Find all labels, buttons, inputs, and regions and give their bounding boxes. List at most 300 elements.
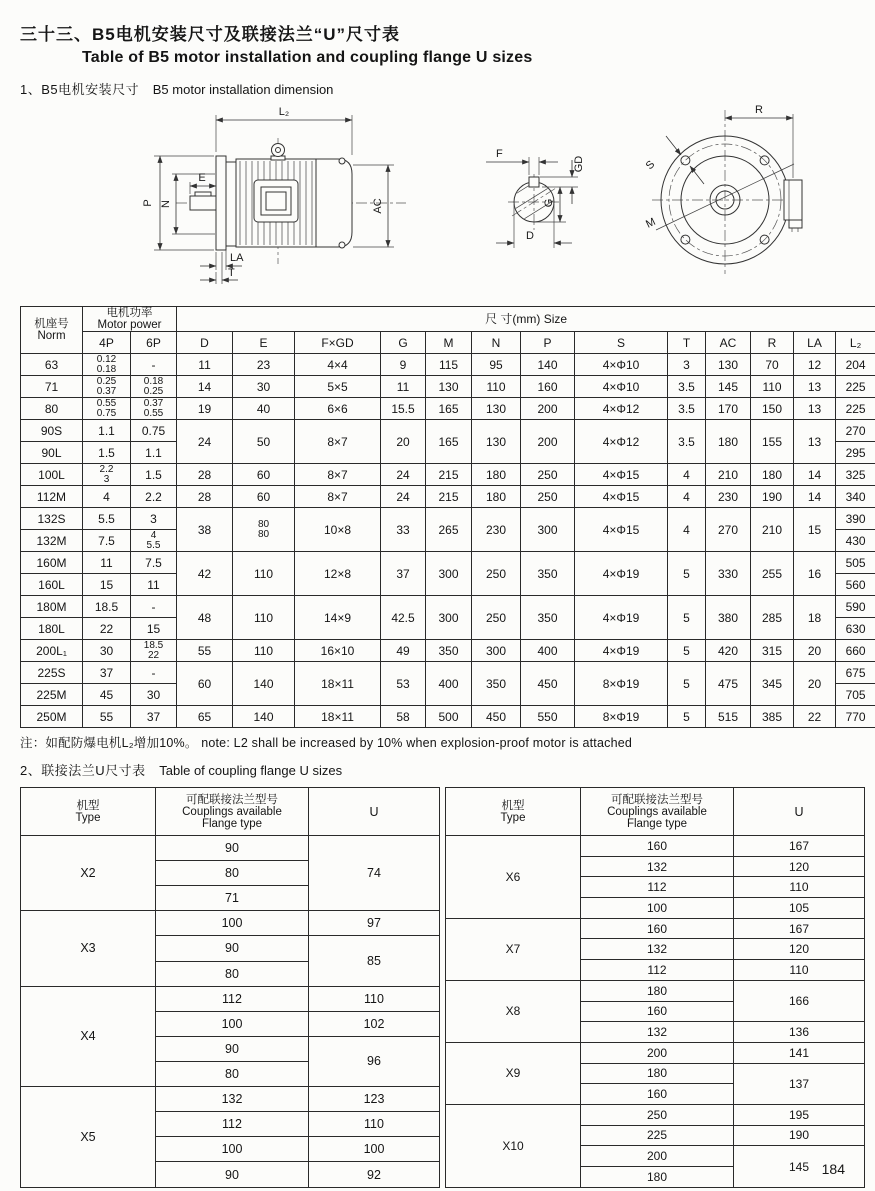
dimension-cell: 4 <box>668 464 706 486</box>
dimension-cell: 8×Φ19 <box>575 662 668 706</box>
l2-cell: 225 <box>836 398 875 420</box>
column-header: M <box>426 332 472 354</box>
u-cell: 120 <box>734 856 865 877</box>
dimension-cell: 190 <box>751 486 794 508</box>
power-6p-cell: 18.5 22 <box>131 640 177 662</box>
dimension-cell: 4 <box>668 508 706 552</box>
coupling-header-row <box>21 788 440 836</box>
dimension-cell: 24 <box>177 420 233 464</box>
dimension-cell: 8×7 <box>295 486 381 508</box>
u-cell: 123 <box>309 1087 440 1112</box>
dimension-cell: 4×Φ15 <box>575 486 668 508</box>
dim-label-t: T <box>228 267 235 279</box>
flange-cell: 80 <box>156 861 309 886</box>
flange-cell: 250 <box>581 1104 734 1125</box>
dimension-cell: 5×5 <box>295 376 381 398</box>
table-row <box>21 420 875 442</box>
table-row <box>21 464 875 486</box>
motor-power-column-header: 电机功率 Motor power <box>83 307 177 332</box>
dimension-cell: 200 <box>521 420 575 464</box>
page-title-zh: 三十三、B5电机安装尺寸及联接法兰“U”尺寸表 <box>20 25 401 44</box>
dimension-cell: 200 <box>521 398 575 420</box>
u-cell: 166 <box>734 980 865 1021</box>
flange-cell: 200 <box>581 1146 734 1167</box>
dimension-cell: 11 <box>177 354 233 376</box>
table-row <box>21 376 875 398</box>
u-cell: 145 <box>734 1146 865 1187</box>
power-6p-cell: - <box>131 354 177 376</box>
coupling-tables-row <box>20 787 856 1188</box>
power-6p-cell: 1.5 <box>131 464 177 486</box>
dimension-cell: 300 <box>426 596 472 640</box>
table-row <box>21 486 875 508</box>
dimension-cell: 350 <box>472 662 521 706</box>
size-columns-header: 尺 寸(mm) Size <box>177 307 875 332</box>
dimension-cell: 15.5 <box>381 398 426 420</box>
dim-label-l2: L₂ <box>278 106 290 118</box>
column-header: G <box>381 332 426 354</box>
dimension-cell: 180 <box>706 420 751 464</box>
u-cell: 137 <box>734 1063 865 1104</box>
table-row <box>21 552 875 574</box>
norm-cell: 180L <box>21 618 83 640</box>
dimension-cell: 140 <box>521 354 575 376</box>
column-header: T <box>668 332 706 354</box>
u-cell: 167 <box>734 836 865 857</box>
type-cell: X10 <box>446 1104 581 1187</box>
power-4p-cell: 11 <box>83 552 131 574</box>
dimension-cell: 385 <box>751 706 794 728</box>
dimension-cell: 250 <box>472 596 521 640</box>
type-cell: X7 <box>446 918 581 980</box>
dimension-cell: 14 <box>177 376 233 398</box>
power-6p-cell: - <box>131 662 177 684</box>
dim-label-m: M <box>644 215 658 231</box>
coupling-table-body <box>446 836 865 1188</box>
coupling-table-left <box>20 787 440 1188</box>
table-row <box>21 508 875 530</box>
dimension-cell: 4×Φ19 <box>575 552 668 596</box>
dimension-cell: 180 <box>472 464 521 486</box>
dimension-cell: 60 <box>177 662 233 706</box>
u-cell: 110 <box>734 877 865 898</box>
power-6p-cell: 3 <box>131 508 177 530</box>
dimension-cell: 155 <box>751 420 794 464</box>
flange-cell: 112 <box>156 1112 309 1137</box>
norm-cell: 132S <box>21 508 83 530</box>
column-header: L₂ <box>836 332 875 354</box>
dimension-cell: 23 <box>233 354 295 376</box>
flange-cell: 90 <box>156 1162 309 1187</box>
dimension-cell: 33 <box>381 508 426 552</box>
dimension-cell: 350 <box>521 552 575 596</box>
norm-cell: 112M <box>21 486 83 508</box>
dimension-cell: 4×Φ19 <box>575 596 668 640</box>
dimension-cell: 3.5 <box>668 398 706 420</box>
dimension-cell: 250 <box>472 552 521 596</box>
power-6p-cell: 0.18 0.25 <box>131 376 177 398</box>
u-cell: 96 <box>309 1036 440 1086</box>
dimension-cell: 18×11 <box>295 662 381 706</box>
column-header: P <box>521 332 575 354</box>
table-row <box>21 398 875 420</box>
dimension-cell: 130 <box>426 376 472 398</box>
power-6p-cell: 2.2 <box>131 486 177 508</box>
u-column-header: U <box>309 788 440 836</box>
norm-cell: 63 <box>21 354 83 376</box>
dimension-cell: 400 <box>426 662 472 706</box>
flange-cell: 225 <box>581 1125 734 1146</box>
u-cell: 195 <box>734 1104 865 1125</box>
flange-cell: 112 <box>156 986 309 1011</box>
flange-cell: 90 <box>156 1036 309 1061</box>
column-header: N <box>472 332 521 354</box>
norm-cell: 180M <box>21 596 83 618</box>
dimension-cell: 265 <box>426 508 472 552</box>
power-6p-cell: 11 <box>131 574 177 596</box>
dim-label-g: G <box>543 198 555 208</box>
dimension-cell: 215 <box>426 486 472 508</box>
dimension-cell: 40 <box>233 398 295 420</box>
dimension-cell: 450 <box>472 706 521 728</box>
shaft-end-view-diagram <box>466 130 641 265</box>
dimension-cell: 14 <box>794 464 836 486</box>
table-row <box>21 640 875 662</box>
norm-cell: 100L <box>21 464 83 486</box>
dimension-cell: 300 <box>521 508 575 552</box>
dimension-cell: 13 <box>794 398 836 420</box>
u-cell: 141 <box>734 1042 865 1063</box>
type-column-header: 机型 Type <box>446 788 581 836</box>
power-4p-cell: 7.5 <box>83 530 131 552</box>
table-row <box>446 918 865 939</box>
dimension-cell: 10×8 <box>295 508 381 552</box>
l2-cell: 340 <box>836 486 875 508</box>
main-subheader-row <box>21 332 875 354</box>
dim-label-d: D <box>526 230 534 242</box>
dimension-cell: 8×Φ19 <box>575 706 668 728</box>
column-header: R <box>751 332 794 354</box>
flange-cell: 132 <box>156 1087 309 1112</box>
flange-cell: 132 <box>581 939 734 960</box>
l2-cell: 390 <box>836 508 875 530</box>
dimension-cell: 38 <box>177 508 233 552</box>
dimension-cell: 300 <box>426 552 472 596</box>
table-row <box>21 911 440 936</box>
page-number: 184 <box>821 1161 845 1177</box>
main-header-row <box>21 307 875 332</box>
dimension-cell: 65 <box>177 706 233 728</box>
dimension-cell: 330 <box>706 552 751 596</box>
flange-cell: 180 <box>581 1063 734 1084</box>
table-row <box>21 986 440 1011</box>
l2-cell: 270 <box>836 420 875 442</box>
dimension-cell: 30 <box>233 376 295 398</box>
dimension-cell: 475 <box>706 662 751 706</box>
dimension-cell: 165 <box>426 420 472 464</box>
dimension-cell: 380 <box>706 596 751 640</box>
column-header: AC <box>706 332 751 354</box>
dimension-cell: 4×Φ15 <box>575 508 668 552</box>
dimension-cell: 4×4 <box>295 354 381 376</box>
u-cell: 100 <box>309 1137 440 1162</box>
table-row <box>446 1042 865 1063</box>
coupling-table-body <box>21 836 440 1188</box>
column-header: E <box>233 332 295 354</box>
type-cell: X2 <box>21 836 156 911</box>
dimension-cell: 300 <box>472 640 521 662</box>
dimension-cell: 210 <box>706 464 751 486</box>
dimension-cell: 110 <box>751 376 794 398</box>
dim-label-s: S <box>643 158 658 173</box>
dimension-cell: 9 <box>381 354 426 376</box>
main-table-header <box>21 307 875 354</box>
dimension-cell: 15 <box>794 508 836 552</box>
u-cell: 85 <box>309 936 440 986</box>
dimension-cell: 285 <box>751 596 794 640</box>
coupling-table-header <box>446 788 865 836</box>
dimension-cell: 140 <box>233 706 295 728</box>
power-6p-cell: 30 <box>131 684 177 706</box>
dimension-cell: 4 <box>668 486 706 508</box>
power-4p-cell: 0.55 0.75 <box>83 398 131 420</box>
table-row <box>21 354 875 376</box>
power-6p-cell: - <box>131 596 177 618</box>
flange-column-header: 可配联接法兰型号 Couplings available Flange type <box>156 788 309 836</box>
coupling-table-header <box>21 788 440 836</box>
dim-label-la: LA <box>230 252 244 264</box>
u-cell: 167 <box>734 918 865 939</box>
u-cell: 136 <box>734 1022 865 1043</box>
flange-face-view-diagram <box>638 100 875 284</box>
type-cell: X9 <box>446 1042 581 1104</box>
norm-cell: 71 <box>21 376 83 398</box>
u-cell: 92 <box>309 1162 440 1187</box>
norm-cell: 200L₁ <box>21 640 83 662</box>
power-6p-cell: 7.5 <box>131 552 177 574</box>
dimension-cell: 18 <box>794 596 836 640</box>
norm-cell: 160M <box>21 552 83 574</box>
dimension-cell: 28 <box>177 486 233 508</box>
u-cell: 110 <box>309 1112 440 1137</box>
power-4p-cell: 45 <box>83 684 131 706</box>
dimension-cell: 24 <box>381 486 426 508</box>
norm-cell: 225M <box>21 684 83 706</box>
dimension-cell: 230 <box>706 486 751 508</box>
flange-cell: 160 <box>581 1084 734 1105</box>
power-4p-cell: 1.5 <box>83 442 131 464</box>
type-cell: X5 <box>21 1087 156 1188</box>
dimension-cell: 5 <box>668 640 706 662</box>
dimension-cell: 42.5 <box>381 596 426 640</box>
dimension-cell: 12 <box>794 354 836 376</box>
type-cell: X4 <box>21 986 156 1086</box>
dimension-cell: 150 <box>751 398 794 420</box>
dimension-cell: 53 <box>381 662 426 706</box>
flange-cell: 160 <box>581 1001 734 1022</box>
u-cell: 97 <box>309 911 440 936</box>
flange-cell: 100 <box>156 1137 309 1162</box>
dim-label-n: N <box>160 200 172 208</box>
norm-cell: 160L <box>21 574 83 596</box>
dimension-cell: 270 <box>706 508 751 552</box>
dimension-cell: 165 <box>426 398 472 420</box>
power-4p-cell: 18.5 <box>83 596 131 618</box>
flange-cell: 90 <box>156 936 309 961</box>
u-cell: 102 <box>309 1011 440 1036</box>
dimension-cell: 16 <box>794 552 836 596</box>
note-text: 注：如配防爆电机L₂增加10%。 note: L2 shall be increased by 10% when explosion-proof motor is attached <box>20 736 633 750</box>
dimension-cell: 20 <box>794 662 836 706</box>
flange-column-header: 可配联接法兰型号 Couplings available Flange type <box>581 788 734 836</box>
l2-cell: 630 <box>836 618 875 640</box>
flange-cell: 112 <box>581 877 734 898</box>
norm-column-header: 机座号 Norm <box>21 307 83 354</box>
dimension-cell: 13 <box>794 420 836 464</box>
dimension-cell: 4×Φ19 <box>575 640 668 662</box>
norm-cell: 90S <box>21 420 83 442</box>
dimension-cell: 48 <box>177 596 233 640</box>
dimension-cell: 550 <box>521 706 575 728</box>
dimension-cell: 3 <box>668 354 706 376</box>
column-header: LA <box>794 332 836 354</box>
flange-cell: 160 <box>581 836 734 857</box>
dimension-cell: 145 <box>706 376 751 398</box>
dimension-cell: 110 <box>233 640 295 662</box>
column-header: 4P <box>83 332 131 354</box>
flange-cell: 80 <box>156 1061 309 1086</box>
dimension-cell: 500 <box>426 706 472 728</box>
flange-cell: 180 <box>581 1167 734 1188</box>
flange-cell: 160 <box>581 918 734 939</box>
dim-label-r: R <box>755 104 763 116</box>
flange-cell: 132 <box>581 1022 734 1043</box>
l2-cell: 430 <box>836 530 875 552</box>
dimension-cell: 5 <box>668 662 706 706</box>
dim-label-e: E <box>198 172 206 184</box>
u-cell: 110 <box>309 986 440 1011</box>
dim-label-ac: AC <box>372 198 384 214</box>
page-title-en: Table of B5 motor installation and coupling flange U sizes <box>82 49 533 66</box>
dimension-cell: 180 <box>751 464 794 486</box>
dimension-cell: 130 <box>706 354 751 376</box>
flange-cell: 71 <box>156 886 309 911</box>
dimension-cell: 12×8 <box>295 552 381 596</box>
power-4p-cell: 30 <box>83 640 131 662</box>
flange-cell: 132 <box>581 856 734 877</box>
power-4p-cell: 0.25 0.37 <box>83 376 131 398</box>
type-cell: X6 <box>446 836 581 919</box>
dimension-cell: 110 <box>233 596 295 640</box>
l2-cell: 225 <box>836 376 875 398</box>
l2-cell: 590 <box>836 596 875 618</box>
dimension-cell: 4×Φ15 <box>575 464 668 486</box>
dimension-cell: 24 <box>381 464 426 486</box>
dimension-cell: 18×11 <box>295 706 381 728</box>
u-cell: 74 <box>309 836 440 911</box>
dimension-cell: 37 <box>381 552 426 596</box>
dimension-cell: 255 <box>751 552 794 596</box>
flange-cell: 200 <box>581 1042 734 1063</box>
dimension-cell: 4×Φ12 <box>575 398 668 420</box>
coupling-header-row <box>446 788 865 836</box>
dimension-cell: 215 <box>426 464 472 486</box>
main-dimension-table <box>20 306 875 728</box>
dimension-cell: 350 <box>426 640 472 662</box>
dim-label-p: P <box>142 199 154 207</box>
power-6p-cell: 1.1 <box>131 442 177 464</box>
flange-cell: 112 <box>581 960 734 981</box>
power-6p-cell: 0.37 0.55 <box>131 398 177 420</box>
l2-cell: 295 <box>836 442 875 464</box>
l2-cell: 660 <box>836 640 875 662</box>
u-cell: 190 <box>734 1125 865 1146</box>
section1-heading <box>20 79 856 98</box>
dimension-cell: 22 <box>794 706 836 728</box>
power-4p-cell: 4 <box>83 486 131 508</box>
l2-cell: 705 <box>836 684 875 706</box>
dimension-cell: 20 <box>381 420 426 464</box>
table-row <box>446 980 865 1001</box>
norm-cell: 80 <box>21 398 83 420</box>
flange-cell: 100 <box>581 898 734 919</box>
dimension-cell: 16×10 <box>295 640 381 662</box>
u-cell: 105 <box>734 898 865 919</box>
l2-cell: 675 <box>836 662 875 684</box>
section2-heading <box>20 760 856 779</box>
power-6p-cell: 4 5.5 <box>131 530 177 552</box>
dimension-cell: 5 <box>668 552 706 596</box>
dimension-cell: 400 <box>521 640 575 662</box>
dimension-cell: 50 <box>233 420 295 464</box>
dimension-cell: 14×9 <box>295 596 381 640</box>
table-row <box>21 596 875 618</box>
dimension-cell: 350 <box>521 596 575 640</box>
dimension-cell: 5 <box>668 596 706 640</box>
dimension-cell: 130 <box>472 398 521 420</box>
norm-cell: 225S <box>21 662 83 684</box>
dimension-cell: 8×7 <box>295 420 381 464</box>
table-row <box>21 1087 440 1112</box>
dimension-cell: 4×Φ10 <box>575 376 668 398</box>
dimension-cell: 19 <box>177 398 233 420</box>
dimension-cell: 170 <box>706 398 751 420</box>
norm-cell: 90L <box>21 442 83 464</box>
column-header: F×GD <box>295 332 381 354</box>
flange-cell: 80 <box>156 961 309 986</box>
dimension-cell: 70 <box>751 354 794 376</box>
table-row <box>446 836 865 857</box>
power-6p-cell: 15 <box>131 618 177 640</box>
flange-cell: 100 <box>156 911 309 936</box>
l2-cell: 505 <box>836 552 875 574</box>
dimension-cell: 55 <box>177 640 233 662</box>
power-4p-cell: 2.2 3 <box>83 464 131 486</box>
power-4p-cell: 22 <box>83 618 131 640</box>
power-4p-cell: 15 <box>83 574 131 596</box>
u-cell: 110 <box>734 960 865 981</box>
dimension-cell: 8×7 <box>295 464 381 486</box>
dimension-cell: 95 <box>472 354 521 376</box>
dimension-cell: 230 <box>472 508 521 552</box>
dimension-cell: 180 <box>472 486 521 508</box>
dimension-cell: 210 <box>751 508 794 552</box>
table-row <box>21 836 440 861</box>
dimension-cell: 14 <box>794 486 836 508</box>
l2-cell: 325 <box>836 464 875 486</box>
diagram-row <box>20 100 856 300</box>
dimension-cell: 140 <box>233 662 295 706</box>
